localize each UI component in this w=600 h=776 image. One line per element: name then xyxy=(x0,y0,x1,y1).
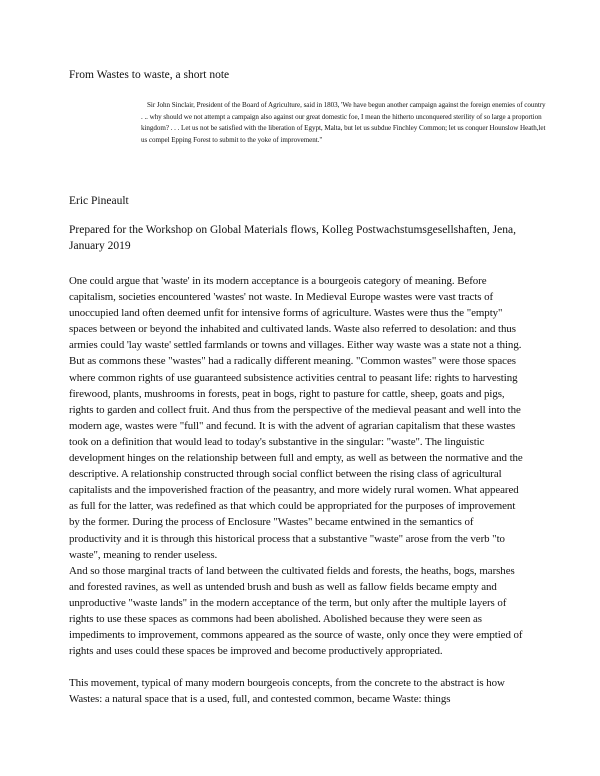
paragraph: This movement, typical of many modern bourgeois concepts, from the concrete to the abstract is how Wastes: a natural space that is a used, full, and contested common, became Waste: things xyxy=(69,677,505,706)
author-name: Eric Pineault xyxy=(69,195,129,207)
epigraph-quote: Sir John Sinclair, President of the Board of Agriculture, said in 1803, 'We have begun another campaign against the foreign enemies of country . .. why should we not attempt a campaign also against our great domestic foe, I mean the hitherto unconquered sterility of so large a proportion kingdom? . . . Let us not be satisfied with the liberation of Egypt, Malta, but let us subdue Finchley Common; let us conquer Hounslow Heath,let us compel Epping Forest to submit to the yoke of improvement." xyxy=(141,101,546,144)
body-text xyxy=(69,273,527,707)
prepared-for-note: Prepared for the Workshop on Global Materials flows, Kolleg Postwachstumsgesellshaften, Jena, January 2019 xyxy=(69,224,516,253)
paragraph: And so those marginal tracts of land between the cultivated fields and forests, the heaths, bogs, marshes and forested ravines, as well as untended brush and bush as well as fallow fields became empty and unproductive "waste lands" in the modern acceptance of the term, but only after the multiple layers of rights to use these spaces as commons had been abolished. Abolished because they were seen as impediments to improvement, commons appeared as the source of waste, only once they were emptied of rights and uses could these spaces be improved and become productively appropriated. xyxy=(69,564,523,658)
document-title: From Wastes to waste, a short note xyxy=(69,69,230,81)
paragraph: One could argue that 'waste' in its modern acceptance is a bourgeois category of meaning. Before capitalism, societies encountered 'wastes' not waste. In Medieval Europe wastes were vast tracts of unoccupied land often deemed unfit for intensive forms of agriculture. Wastes were thus the "empty" spaces between or beyond the inhabited and cultivated lands. Waste also referred to desolation: and thus armies could 'lay waste' settled farmlands or towns and villages. Either way waste was a state not a thing. But as commons these "wastes" had a radically different meaning. "Common wastes" were those spaces where common rights of use guaranteed subsistence activities central to peasant life: rights to harvesting firewood, plants, mushrooms in forests, peat in bogs, right to pasture for cattle, sheep, goats and pigs, rights to garden and collect fruit. And thus from the perspective of the medieval peasant and well into the modern age, wastes were "full" and fecund. It is with the advent of agrarian capitalism that these wastes took on a definition that would lead to today's substantive in the singular: "waste". The linguistic development hinges on the relationship between full and empty, as well as between the normative and the descriptive. A relationship constructed through social conflict between the rising class of agricultural capitalists and the impoverished fraction of the peasantry, and more widely rural women. What appeared as full for the latter, was redefined as that which could be appropriated for the purposes of improvement by the former. During the process of Enclosure "Wastes" became entwined in the semantics of productivity and it is through this historical process that a substantive "waste" arose from the verb "to waste", meaning to render useless. xyxy=(69,275,523,561)
